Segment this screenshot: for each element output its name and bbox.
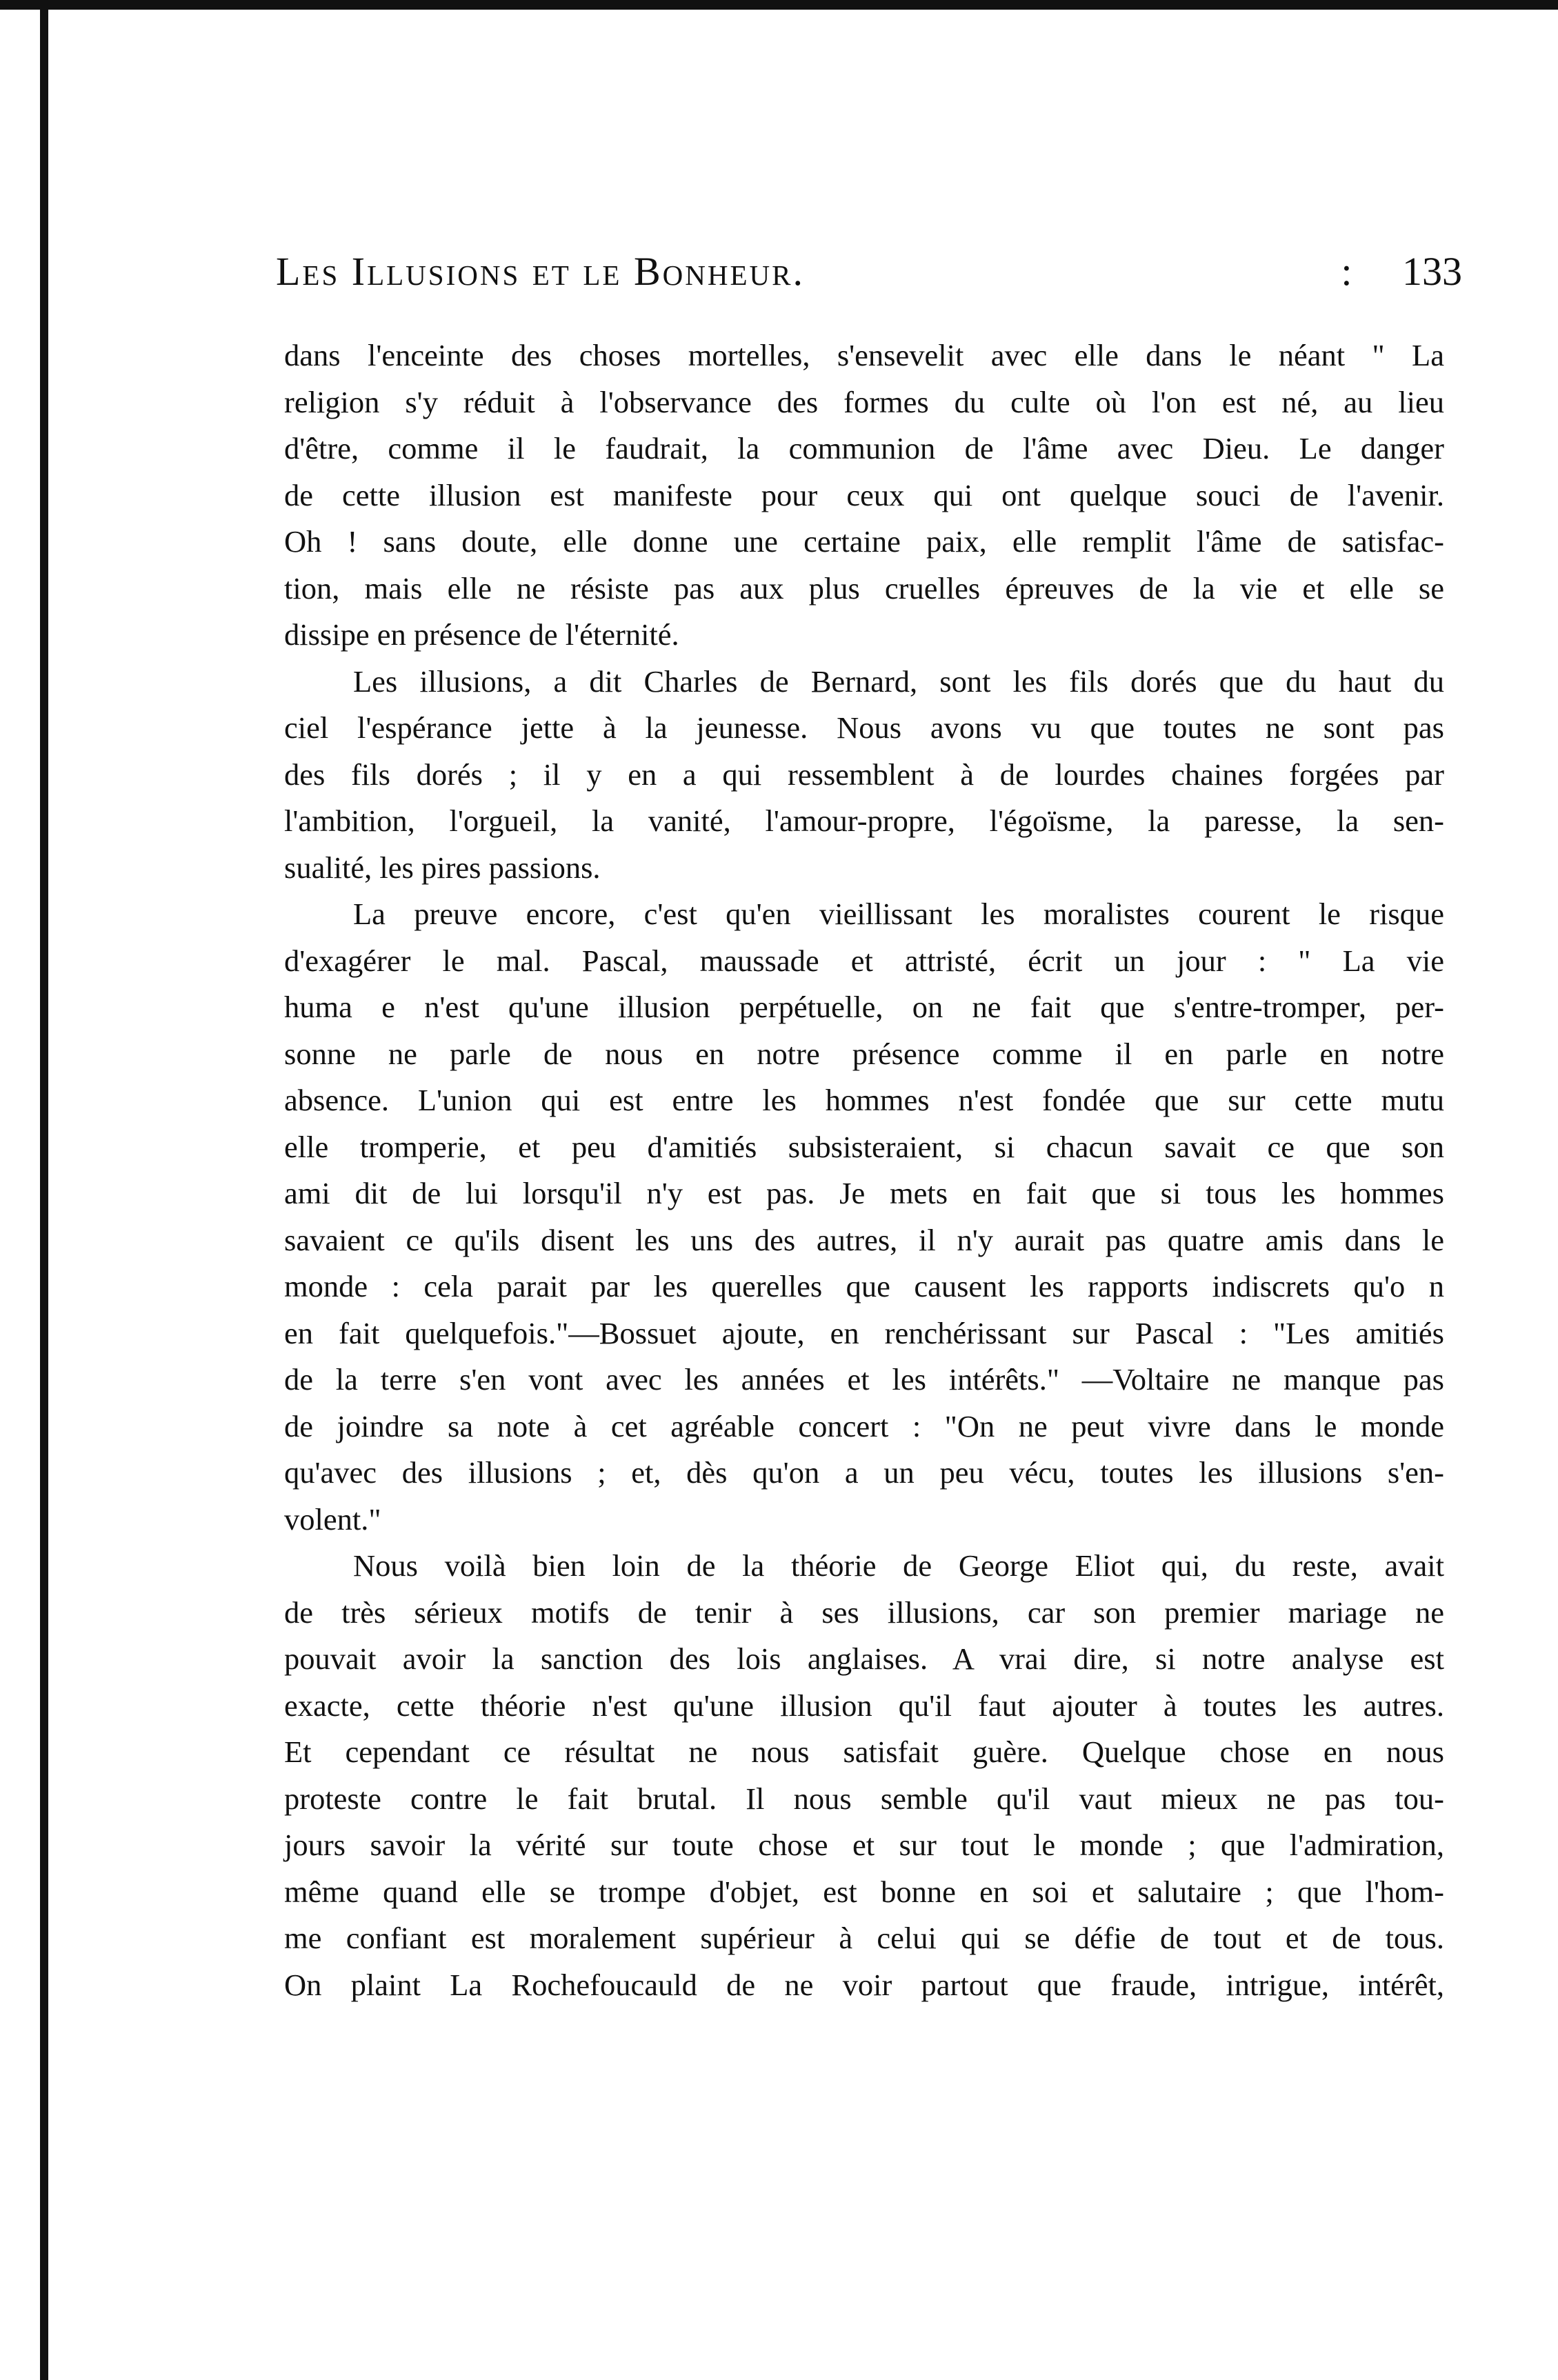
text-line: en fait quelquefois."—Bossuet ajoute, en renchérissant sur Pascal : "Les amitiés	[284, 1315, 1444, 1350]
text-line: tion, mais elle ne résiste pas aux plus cruelles épreuves de la vie et elle se	[284, 570, 1444, 606]
text-line: La preuve encore, c'est qu'en vieillissant les moralistes courent le risque	[353, 897, 1444, 931]
text-line: Oh ! sans doute, elle donne une certaine paix, elle remplit l'âme de satisfac-	[284, 524, 1444, 559]
text-line: de très sérieux motifs de tenir à ses illusions, car son premier mariage ne	[284, 1594, 1444, 1630]
text-line: On plaint La Rochefoucauld de ne voir partout que fraude, intrigue, intérêt,	[284, 1967, 1444, 2002]
text-line: de cette illusion est manifeste pour ceux qui ont quelque souci de l'avenir.	[284, 477, 1444, 512]
text-line: sonne ne parle de nous en notre présence comme il en parle en notre	[284, 1036, 1444, 1071]
text-line: qu'avec des illusions ; et, dès qu'on a un peu vécu, toutes les illusions s'en-	[284, 1455, 1444, 1490]
text-line: huma e n'est qu'une illusion perpétuelle, on ne fait que s'entre-tromper, per-	[284, 990, 1444, 1024]
text-line: de la terre s'en vont avec les années et les intérêts." —Voltaire ne manque pas	[284, 1362, 1444, 1397]
text-line: l'ambition, l'orgueil, la vanité, l'amour-propre, l'égoïsme, la paresse, la sen-	[284, 803, 1444, 838]
text-line: pouvait avoir la sanction des lois anglaises. A vrai dire, si notre analyse est	[284, 1641, 1444, 1676]
text-line: savaient ce qu'ils disent les uns des autres, il n'y aurait pas quatre amis dans le	[284, 1222, 1444, 1257]
header-separator: :	[1341, 249, 1352, 294]
text-line: proteste contre le fait brutal. Il nous semble qu'il vaut mieux ne pas tou-	[284, 1781, 1444, 1816]
text-line: religion s'y réduit à l'observance des formes du culte où l'on est né, au lieu	[284, 384, 1444, 419]
text-line: dissipe en présence de l'éternité.	[284, 617, 679, 652]
text-line: de joindre sa note à cet agréable concert : "On ne peut vivre dans le monde	[284, 1408, 1444, 1443]
body-text	[284, 332, 1444, 2008]
text-line: ciel l'espérance jette à la jeunesse. Nous avons vu que toutes ne sont pas	[284, 710, 1444, 745]
left-border-rule	[40, 0, 48, 2380]
text-line: des fils dorés ; il y en a qui ressemblent à de lourdes chaines forgées par	[284, 757, 1444, 792]
page-number-group	[1341, 248, 1462, 294]
text-line: Nous voilà bien loin de la théorie de George Eliot qui, du reste, avait	[353, 1548, 1444, 1583]
text-line: exacte, cette théorie n'est qu'une illusion qu'il faut ajouter à toutes les autres.	[284, 1688, 1444, 1723]
running-title: Les Illusions et le Bonheur.	[276, 249, 805, 294]
text-line: sualité, les pires passions.	[284, 850, 601, 885]
text-line: absence. L'union qui est entre les hommes n'est fondée que sur cette mutu	[284, 1083, 1444, 1117]
text-line: Et cependant ce résultat ne nous satisfait guère. Quelque chose en nous	[284, 1734, 1444, 1769]
text-line: jours savoir la vérité sur toute chose et sur tout le monde ; que l'admiration,	[284, 1828, 1444, 1862]
text-line: d'exagérer le mal. Pascal, maussade et attristé, écrit un jour : " La vie	[284, 943, 1444, 978]
text-line: volent."	[284, 1501, 381, 1537]
text-line: d'être, comme il le faudrait, la communion de l'âme avec Dieu. Le danger	[284, 431, 1444, 466]
text-line: Les illusions, a dit Charles de Bernard, sont les fils dorés que du haut du	[353, 663, 1444, 699]
text-line: elle tromperie, et peu d'amitiés subsisteraient, si chacun savait ce que son	[284, 1129, 1444, 1164]
text-line: me confiant est moralement supérieur à celui qui se défie de tout et de tous.	[284, 1921, 1444, 1955]
text-line: ami dit de lui lorsqu'il n'y est pas. Je mets en fait que si tous les hommes	[284, 1176, 1444, 1210]
page-header	[276, 248, 1462, 303]
page-number: 133	[1402, 249, 1462, 294]
text-line: même quand elle se trompe d'objet, est bonne en soi et salutaire ; que l'hom-	[284, 1874, 1444, 1909]
top-border-rule	[0, 0, 1558, 10]
text-line: dans l'enceinte des choses mortelles, s'ensevelit avec elle dans le néant " La	[284, 338, 1444, 372]
text-line: monde : cela parait par les querelles que causent les rapports indiscrets qu'o n	[284, 1269, 1444, 1303]
